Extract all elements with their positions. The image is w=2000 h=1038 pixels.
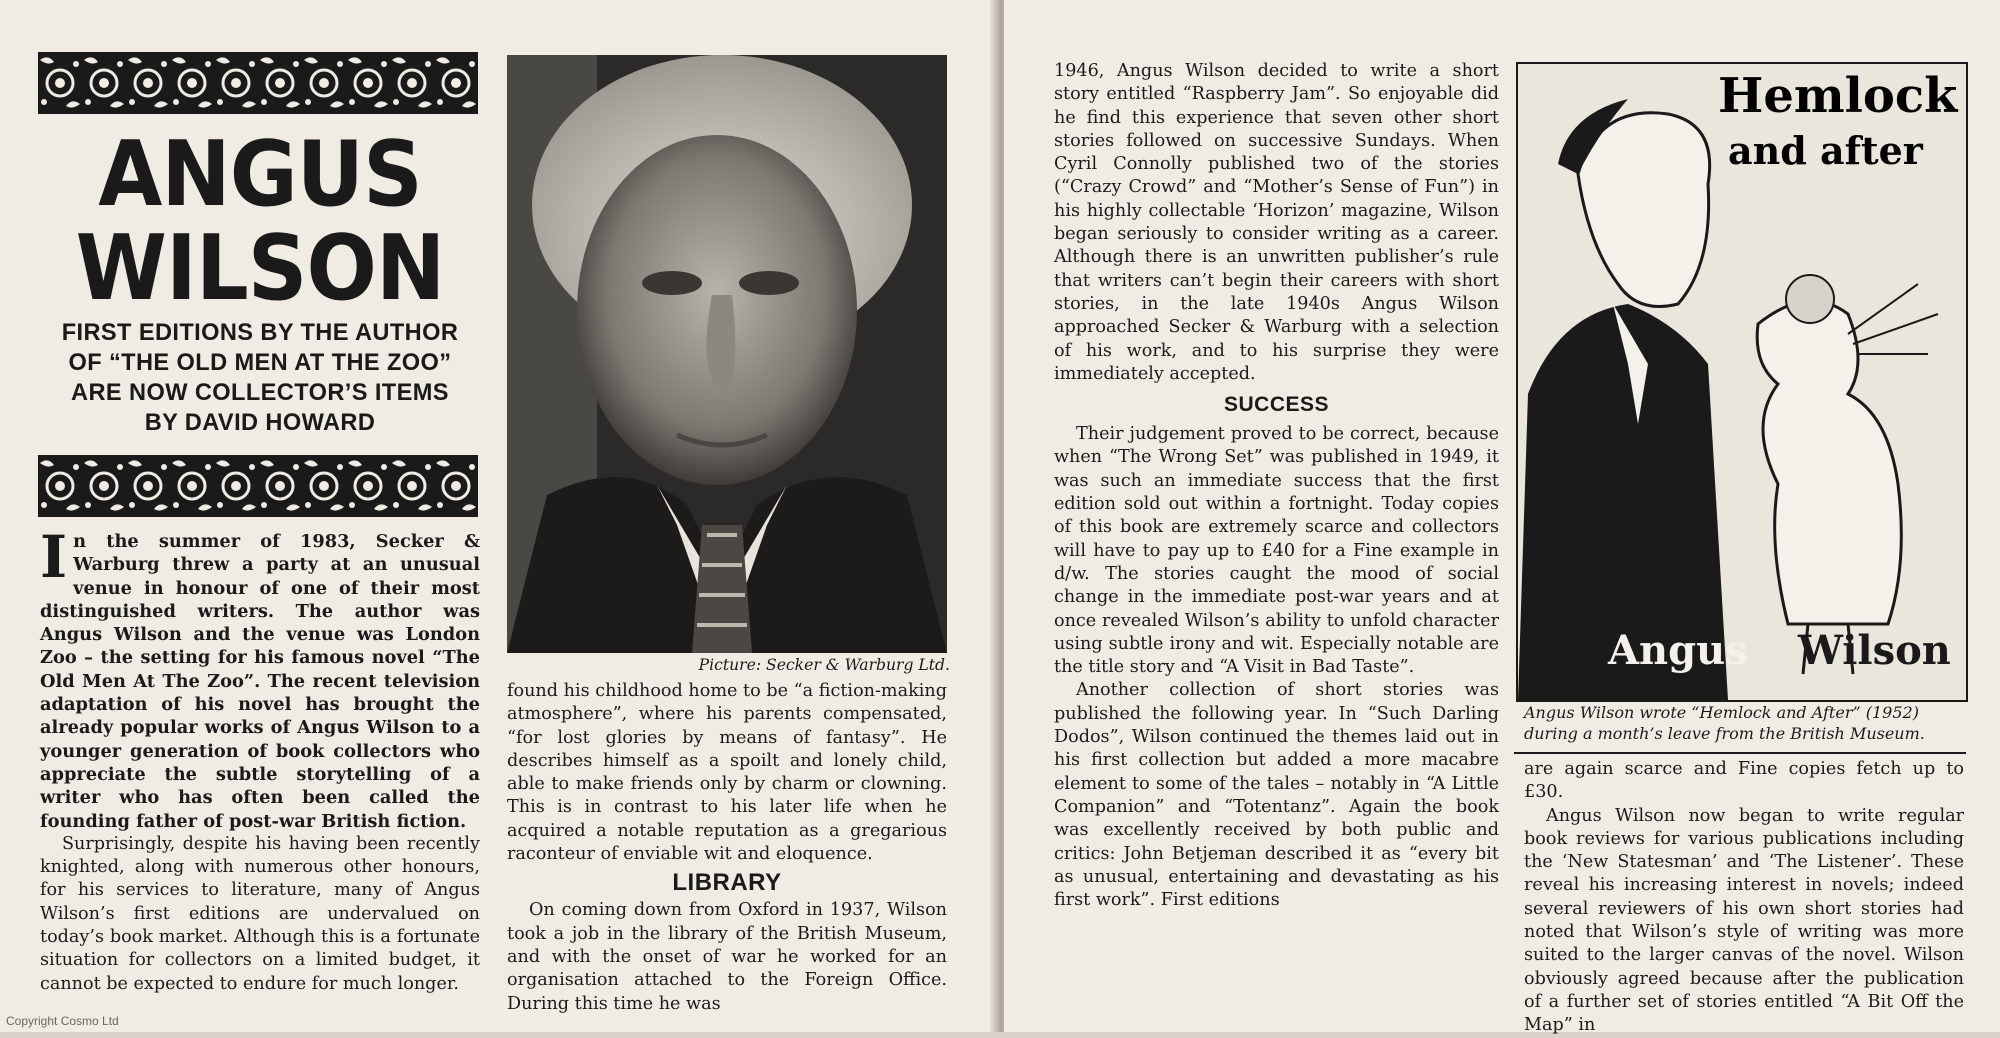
left-page: [0, 0, 996, 1032]
subtitle-line: OF “THE OLD MEN AT THE ZOO”: [68, 350, 452, 376]
byline: BY DAVID HOWARD: [144, 410, 376, 436]
body-paragraph: Surprisingly, despite his having been recently knighted, along with numerous other honours, for his services to literature, many of Angus Wilson’s first editions are undervalued on today’s book market. Although this is a fortunate situation for collectors on a limited budget, it cannot be expected to endure for much longer.: [40, 833, 480, 994]
subtitle-line: FIRST EDITIONS BY THE AUTHOR: [61, 320, 459, 346]
caption-rule: [1514, 752, 1966, 754]
drop-cap: I: [40, 523, 68, 591]
article-title-line-2: WILSON: [75, 216, 445, 321]
cover-caption: Angus Wilson wrote “Hemlock and After” (1952) during a month’s leave from the British Museum.: [1524, 703, 1925, 743]
subtitle-line: ARE NOW COLLECTOR’S ITEMS: [71, 380, 449, 406]
body-paragraph: Angus Wilson now began to write regular book reviews for various publications including the ‘New Statesman’ and ‘The Listener’. These reveal his increasing interest in novels; indeed several reviewers of his own short stories had noted that Wilson’s style of writing was more suited to the larger canvas of the novel. Wilson obviously agreed because after the publication of a further set of stories entitled “A Bit Off the Map” in: [1524, 805, 1964, 1036]
cover-title-hemlock: Hemlock: [1718, 68, 1958, 124]
decorative-border-bottom: [38, 455, 478, 517]
book-cover-hemlock-and-after: [1516, 62, 1968, 702]
body-paragraph: are again scarce and Fine copies fetch up to £30.: [1524, 759, 1964, 803]
section-heading-library: LIBRARY: [672, 869, 782, 897]
cover-title-and-after: and after: [1728, 128, 1923, 173]
decorative-border-top: [38, 52, 478, 114]
body-paragraph: found his childhood home to be “a fiction-making atmosphere”, where his parents compensated, “for lost glories by means of fantasy”. He describes himself as a spoilt and lonely child, able to make friends only by charm or clowning. This is in contrast to his later life when he acquired a notable reputation as a gregarious raconteur of enviable wit and eloquence.: [507, 681, 947, 865]
cover-author-first: Angus: [1608, 627, 1748, 674]
author-portrait-photo: [507, 55, 947, 653]
copyright-watermark: Copyright Cosmo Ltd: [6, 1014, 119, 1028]
column-3: [1054, 60, 1499, 912]
cover-author-last: Wilson: [1798, 627, 1951, 674]
intro-paragraph: In the summer of 1983, Secker & Warburg threw a party at an unusual venue in honour of one of their most distinguished writers. The author was Angus Wilson and the venue was London Zoo – the setting for his famous novel “The Old Men At The Zoo”. The recent television adaptation of his novel has brought the already popular works of Angus Wilson to a younger generation of book collectors who appreciate the subtle storytelling of a writer who has often been called the founding father of post-war British fiction.: [40, 523, 480, 832]
body-paragraph: 1946, Angus Wilson decided to write a short story entitled “Raspberry Jam”. So enjoyable did he find this experience that seven other short stories followed on successive Sundays. When Cyril Connolly published two of the stories (“Crazy Crowd” and “Mother’s Sense of Fun”) in his highly collectable ‘Horizon’ magazine, Wilson began seriously to consider writing as a career. Although there is an unwritten publisher’s rule that writers can’t begin their careers with short stories, in the late 1940s Angus Wilson approached Secker & Warburg with a selection of his work, and to his surprise they were immediately accepted.: [1054, 61, 1499, 384]
section-heading-success: SUCCESS: [1223, 393, 1330, 417]
body-paragraph: On coming down from Oxford in 1937, Wilson took a job in the library of the British Museum, and with the onset of war he worked for an organisation attached to the Foreign Office. During this time he was: [507, 900, 947, 1014]
article-subtitle: [34, 318, 486, 438]
column-2: [507, 680, 947, 1016]
photo-caption: Picture: Secker & Warburg Ltd.: [698, 656, 950, 674]
column-4: [1524, 758, 1964, 1038]
article-title-line-1: ANGUS: [98, 122, 422, 227]
body-paragraph: Their judgement proved to be correct, because when “The Wrong Set” was published in 1949, it was such an immediate success that the first edition sold out within a fortnight. Today copies of this book are extremely scarce and collectors will have to pay up to £40 for a Fine example in d/w. The stories caught the mood of social change in the immediate post-war years and at once revealed Wilson’s ability to unfold character using subtle irony and wit. Especially notable are the title story and “A Visit in Bad Taste”.: [1054, 424, 1499, 678]
body-paragraph: Another collection of short stories was published the following year. In “Such Darling Dodos”, Wilson continued the themes laid out in his first collection but added a more macabre element to some of the tales – notably in “A Little Companion” and “Totentanz”. Again the book was excellently received by both public and critics: John Betjeman described it as “every bit as unusual, entertaining and devastating as his first work”. First editions: [1054, 680, 1499, 911]
column-1: [40, 523, 480, 996]
